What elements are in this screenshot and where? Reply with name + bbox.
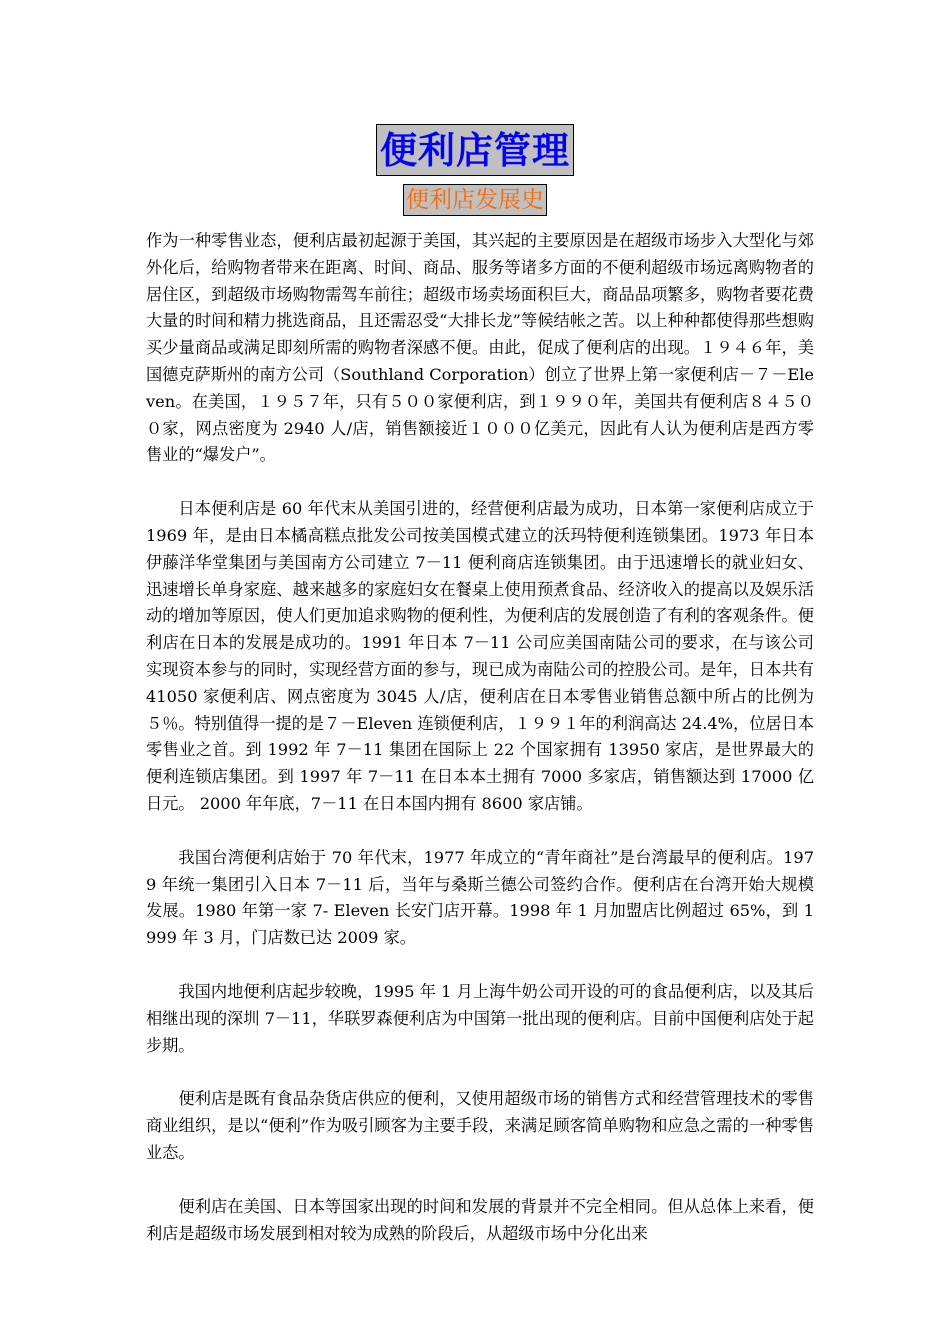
paragraph-japan: 日本便利店是 60 年代末从美国引进的，经营便利店最为成功，日本第一家便利店成立于 1969 年，是由日本橘高糕点批发公司按美国模式建立的沃玛特便利连锁集团。1973 年日本伊藤洋华堂集团与美国南方公司建立 7－11 便利商店连锁集团。由于迅速增长的就业妇女、迅速增长单身家庭、越来越多的家庭妇女在餐桌上使用预煮食品、经济收入的提高以及娱乐活动的增加等原因，使人们更加追求购物的便利性，为便利店的发展创造了有利的客观条件。便利店在日本的发展是成功的。1991 年日本 7－11 公司应美国南陆公司的要求，在与该公司实现资本参与的同时，实现经营方面的参与，现已成为南陆公司的控股公司。是年，日本共有 41050 家便利店、网点密度为 3045 人/店，便利店在日本零售业销售总额中所占的比例为５％。特别值得一提的是７－Eleven 连锁便利店，１９９１年的利润高达 24.4%，位居日本零售业之首。到 1992 年 7－11 集团在国际上 22 个国家拥有 13950 家店，是世界最大的便利连锁店集团。到 1997 年 7－11 在日本本土拥有 7000 多家店，销售额达到 17000 亿日元。 2000 年年底，7－11 在日本国内拥有 8600 家店铺。 (146, 499, 814, 813)
paragraph-taiwan: 我国台湾便利店始于 70 年代末，1977 年成立的“青年商社”是台湾最早的便利店。1979 年统一集团引入日本 7－11 后，当年与桑斯兰德公司签约合作。便利店在台湾开始大规模发展。1980 年第一家 7- Eleven 长安门店开幕。1998 年 1 月加盟店比例超过 65%，到 1999 年 3 月，门店数已达 2009 家。 (146, 847, 814, 948)
section-subtitle: 便利店发展史 (403, 184, 547, 216)
paragraph-background: 便利店在美国、日本等国家出现的时间和发展的背景并不完全相同。但从总体上来看，便利店是超级市场发展到相对较为成熟的阶段后，从超级市场中分化出来 (146, 1196, 814, 1243)
title-container (0, 124, 950, 176)
document-title: 便利店管理 (376, 124, 574, 176)
document-body (146, 228, 814, 1274)
subtitle-container (0, 184, 950, 216)
paragraph-intro: 作为一种零售业态，便利店最初起源于美国，其兴起的主要原因是在超级市场步入大型化与郊外化后，给购物者带来在距离、时间、商品、服务等诸多方面的不便利超级市场远离购物者的居住区，到超级市场购物需驾车前往；超级市场卖场面积巨大，商品品项繁多，购物者要花费大量的时间和精力挑选商品，且还需忍受“大排长龙”等候结帐之苦。以上种种都使得那些想购买少量商品或满足即刻所需的购物者深感不便。由此，促成了便利店的出现。１９４６年，美国德克萨斯州的南方公司（Southland Corporation）创立了世界上第一家便利店－７－Eleven。在美国，１９５７年，只有５００家便利店，到１９９０年，美国共有便利店８４５００家，网点密度为 2940 人/店，销售额接近１０００亿美元，因此有人认为便利店是西方零售业的“爆发户”。 (146, 231, 814, 465)
paragraph-mainland: 我国内地便利店起步较晚，1995 年 1 月上海牛奶公司开设的可的食品便利店，以及其后相继出现的深圳 7－11，华联罗森便利店为中国第一批出现的便利店。目前中国便利店处于起步期。 (146, 981, 814, 1055)
paragraph-definition: 便利店是既有食品杂货店供应的便利，又使用超级市场的销售方式和经营管理技术的零售商业组织，是以“便利”作为吸引顾客为主要手段，来满足顾客简单购物和应急之需的一种零售业态。 (146, 1089, 814, 1162)
